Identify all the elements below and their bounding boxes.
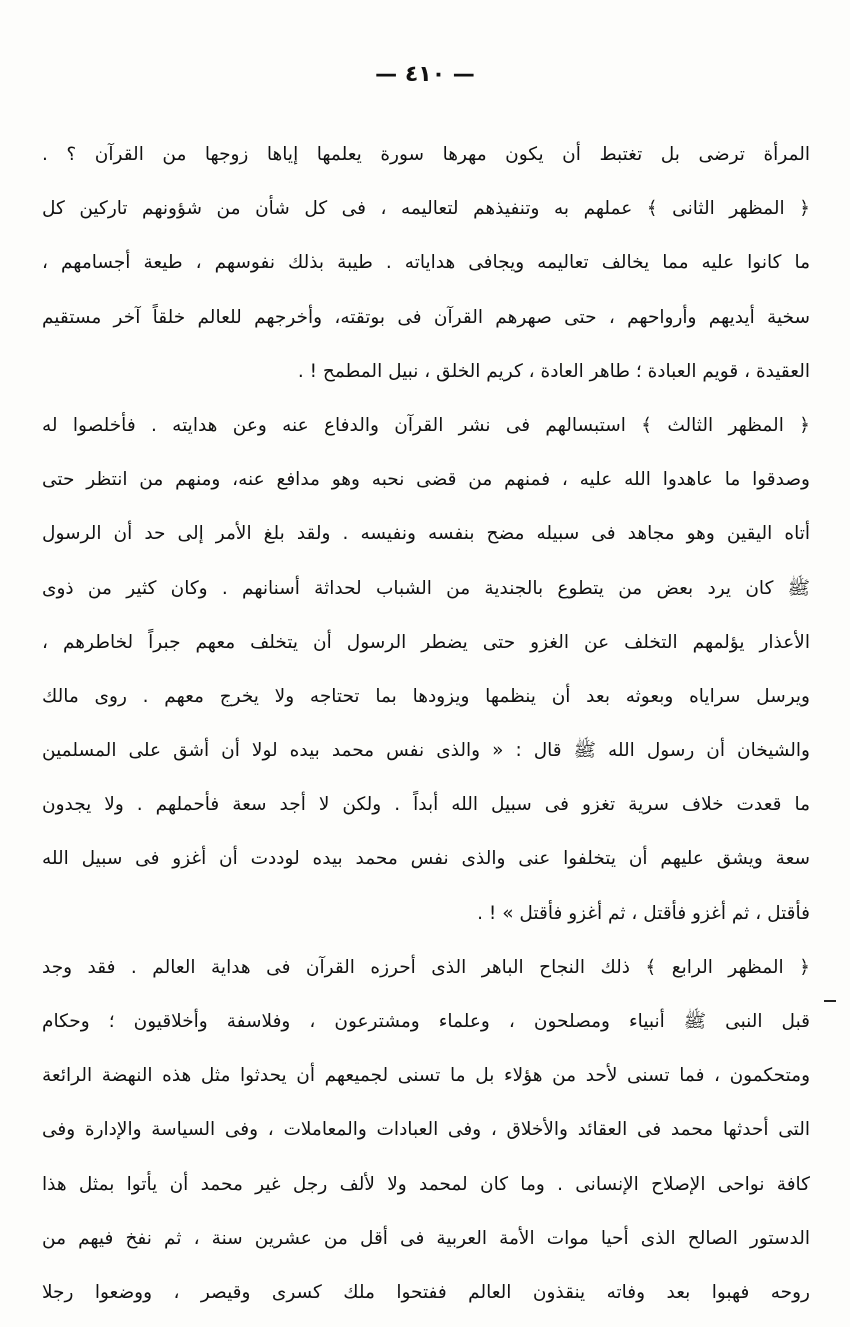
text-line: أتاه اليقين وهو مجاهد فى سبيله مضح بنفسه ونفيسه . ولقد بلغ الأمر إلى حد أن الرسول bbox=[42, 523, 810, 545]
text-line: الأعذار يؤلمهم التخلف عن الغزو حتى يضطر الرسول أن يتخلف معهم جبراً لخاطرهم ، bbox=[42, 631, 810, 653]
text-line: الدستور الصالح الذى أحيا موات الأمة العربية فى أقل من عشرين سنة ، ثم نفخ فيهم من bbox=[42, 1227, 810, 1249]
text-line: العقيدة ، قويم العبادة ؛ طاهر العادة ، كريم الخلق ، نبيل المطمح ! . bbox=[297, 360, 810, 382]
text-line: روحه فهبوا بعد وفاته ينقذون العالم ففتحوا ملك كسرى وقيصر ، ووضعوا رجلا bbox=[42, 1281, 810, 1303]
text-line: سخية أيديهم وأرواحهم ، حتى صهرهم القرآن فى بوتقته، وأخرجهم للعالم خلقاً آخر مستقيم bbox=[42, 306, 810, 328]
text-line: المرأة ترضى بل تغتبط أن يكون مهرها سورة يعلمها إياها زوجها من القرآن ؟ . bbox=[42, 144, 810, 165]
text-line: ومتحكمون ، فما تسنى لأحد من هؤلاء بل ما تسنى لجميعهم أن يحدثوا مثل هذه النهضة الرائعة bbox=[42, 1065, 810, 1087]
text-line: كافة نواحى الإصلاح الإنسانى . وما كان لمحمد ولا لألف رجل غير محمد أن يأتوا بمثل هذا bbox=[42, 1173, 810, 1195]
text-line: التى أحدثها محمد فى العقائد والأخلاق ، وفى العبادات والمعاملات ، وفى السياسة والإدارة وفى bbox=[42, 1119, 810, 1141]
margin-mark bbox=[824, 1000, 836, 1002]
text-line: ﴿ المظهر الرابع ﴾ ذلك النجاح الباهر الذى أحرزه القرآن فى هداية العالم . فقد وجد bbox=[42, 956, 810, 978]
text-line: ما كانوا عليه مما يخالف تعاليمه ويجافى هداياته . طيبة بذلك نفوسهم ، طيعة أجسامهم ، bbox=[42, 252, 810, 274]
text-line: قبل النبى ﷺ أنبياء ومصلحون ، وعلماء ومشترعون ، وفلاسفة وأخلاقيون ؛ وحكام bbox=[42, 1011, 810, 1032]
body-text bbox=[42, 128, 810, 1320]
text-line: فأقتل ، ثم أغزو فأقتل ، ثم أغزو فأقتل » ! . bbox=[477, 902, 810, 924]
text-line: ويرسل سراياه وبعوثه بعد أن ينظمها ويزودها بما تحتاجه ولا يخرج معهم . روى مالك bbox=[42, 685, 810, 707]
text-line: سعة ويشق عليهم أن يتخلفوا عنى والذى نفس محمد بيده لوددت أن أغزو فى سبيل الله bbox=[42, 848, 810, 870]
text-line: ﴿ المظهر الثالث ﴾ استبسالهم فى نشر القرآن والدفاع عنه وعن هدايته . فأخلصوا له bbox=[42, 414, 810, 436]
text-line: والشيخان أن رسول الله ﷺ قال : « والذى نفس محمد بيده لولا أن أشق على المسلمين bbox=[42, 740, 810, 762]
text-line: ﴿ المظهر الثانى ﴾ عملهم به وتنفيذهم لتعاليمه ، فى كل شأن من شؤونهم تاركين كل bbox=[42, 198, 810, 220]
text-line: وصدقوا ما عاهدوا الله عليه ، فمنهم من قضى نحبه وهو مدافع عنه، ومنهم من انتظر حتى bbox=[42, 469, 810, 491]
page-number: — ٤١٠ — bbox=[375, 62, 475, 87]
text-line: ﷺ كان يرد بعض من يتطوع بالجندية من الشباب لحداثة أسنانهم . وكان كثير من ذوى bbox=[42, 577, 810, 599]
text-line: ما قعدت خلاف سرية تغزو فى سبيل الله أبداً . ولكن لا أجد سعة فأحملهم . ولا يجدون bbox=[42, 794, 810, 816]
